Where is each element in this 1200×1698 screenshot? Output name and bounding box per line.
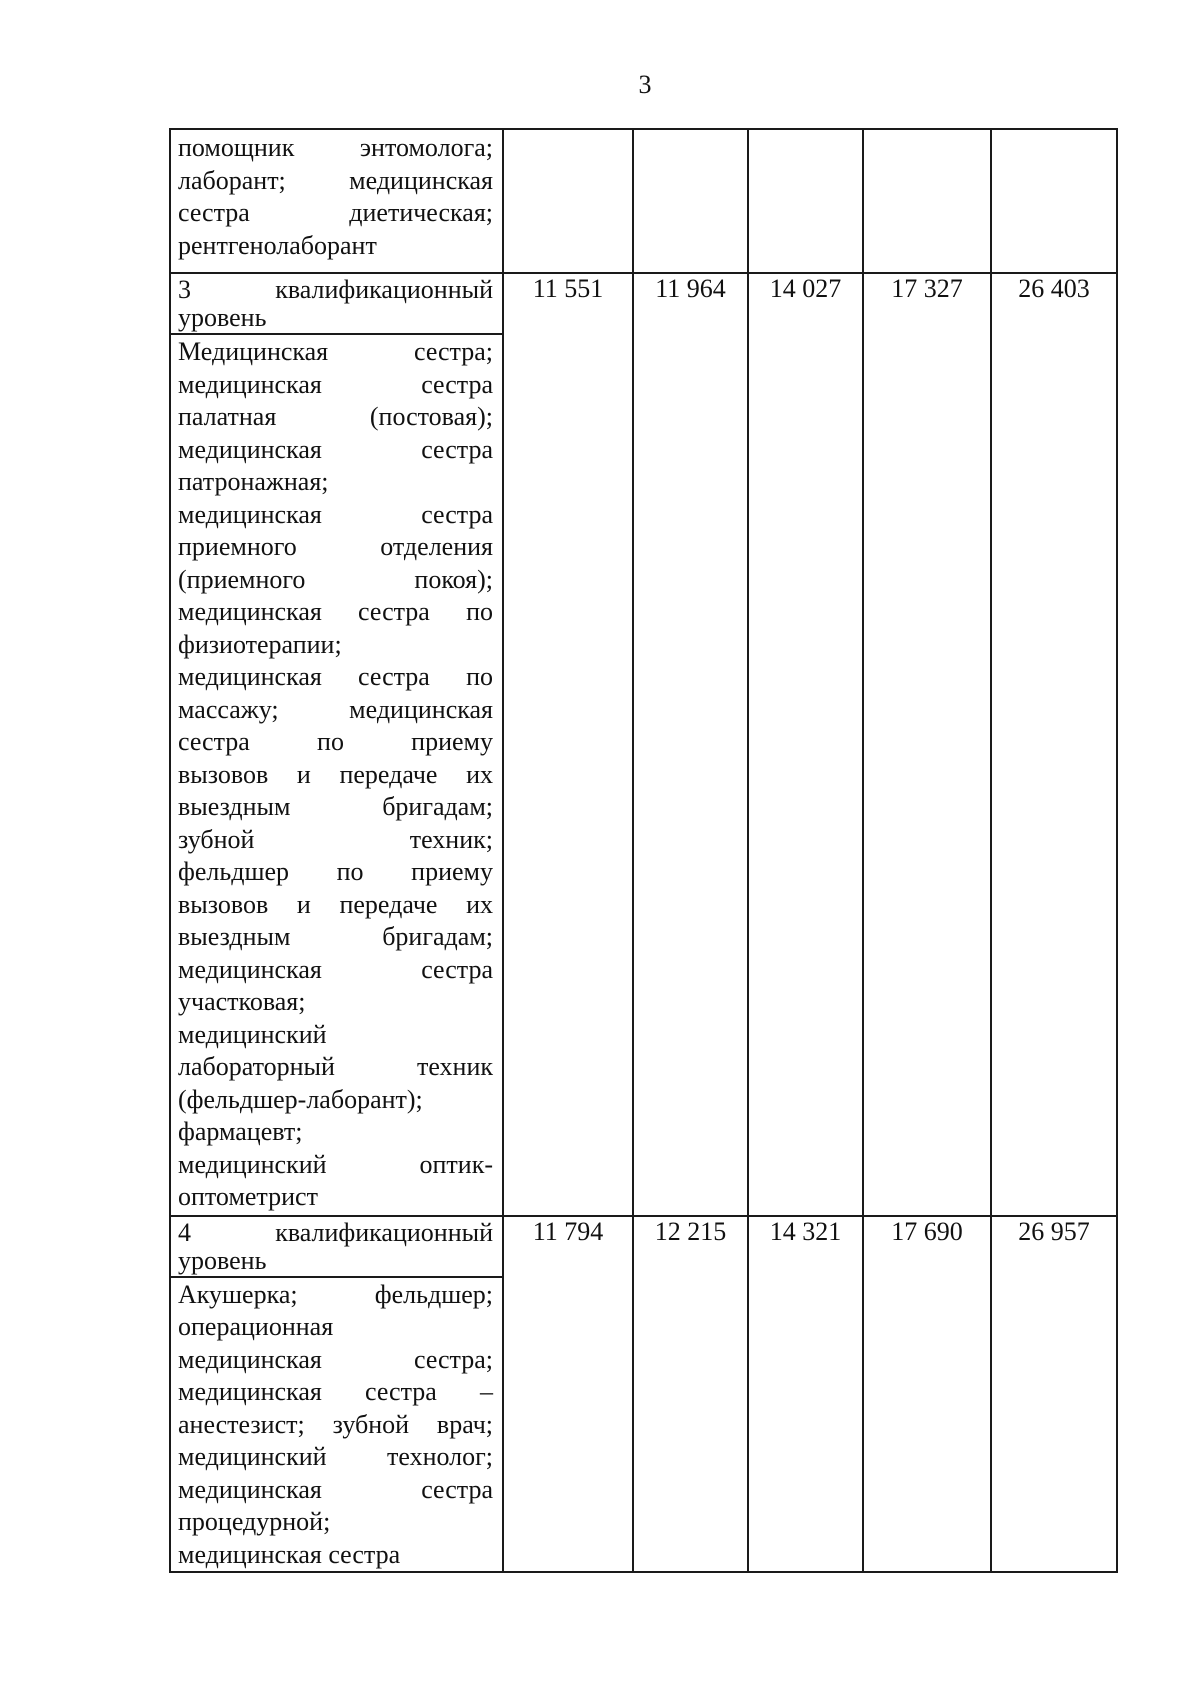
- cell-text-line: приемного отделения: [178, 532, 493, 561]
- qualification-level-header: [171, 274, 502, 335]
- cell-text-line: Медицинская сестра;: [178, 337, 493, 366]
- salary-cell: 17 690: [863, 1216, 991, 1573]
- cell-text-line: медицинская сестра: [178, 434, 493, 464]
- cell-text-line: участковая;: [178, 987, 306, 1016]
- page-number: 3: [638, 70, 652, 99]
- salary-cell: [991, 129, 1117, 273]
- cell-text-line: медицинская сестра: [178, 954, 493, 984]
- cell-text-line: массажу; медицинская: [178, 694, 493, 724]
- cell-text-line: физиотерапии;: [178, 629, 342, 659]
- cell-text-line: медицинская сестра по: [178, 662, 493, 691]
- salary-cell: 26 957: [991, 1216, 1117, 1573]
- cell-text-line: сестра по приему: [178, 727, 493, 756]
- salary-cell: 14 321: [748, 1216, 863, 1573]
- position-cell: [170, 273, 503, 1216]
- salary-cell: [863, 129, 991, 273]
- cell-text-line: рентгенолаборант: [178, 230, 377, 260]
- position-cell: [170, 1216, 503, 1573]
- salary-cell: 17 327: [863, 273, 991, 1216]
- cell-text-line: лаборант; медицинская: [178, 165, 493, 195]
- cell-text-line: операционная: [178, 1312, 334, 1341]
- table-row: [170, 129, 1117, 273]
- cell-text-line: патронажная;: [178, 467, 329, 496]
- cell-text-line: медицинская сестра;: [178, 1344, 493, 1374]
- cell-text-line: медицинский технолог;: [178, 1442, 493, 1471]
- position-cell: [170, 129, 503, 273]
- qualification-level-header: [171, 1217, 502, 1278]
- cell-text-line: Акушерка; фельдшер;: [178, 1279, 493, 1309]
- cell-text-line: медицинский: [178, 1019, 327, 1049]
- cell-text-line: оптометрист: [178, 1182, 318, 1211]
- cell-text-line: уровень: [178, 1245, 267, 1275]
- cell-text-line: анестезист; зубной врач;: [178, 1409, 493, 1439]
- cell-text-line: фармацевт;: [178, 1117, 303, 1146]
- cell-text-line: вызовов и передаче их: [178, 889, 493, 919]
- cell-text-line: 3 квалификационный: [178, 275, 493, 304]
- cell-text-line: лабораторный техник: [178, 1052, 493, 1081]
- salary-cell: 11 551: [503, 273, 633, 1216]
- salary-table: [169, 128, 1118, 1573]
- salary-cell: 11 794: [503, 1216, 633, 1573]
- cell-text-line: палатная (постовая);: [178, 402, 493, 431]
- salary-cell: [748, 129, 863, 273]
- table-row: [170, 1216, 1117, 1573]
- salary-cell: 26 403: [991, 273, 1117, 1216]
- salary-cell: 14 027: [748, 273, 863, 1216]
- cell-text-line: (фельдшер-лаборант);: [178, 1084, 423, 1114]
- cell-text-line: выездным бригадам;: [178, 922, 493, 951]
- cell-text-line: 4 квалификационный: [178, 1217, 493, 1247]
- cell-text-line: сестра диетическая;: [178, 198, 493, 227]
- cell-text-line: медицинская сестра: [178, 1474, 493, 1504]
- cell-text-line: медицинская сестра –: [178, 1377, 493, 1406]
- cell-text-line: уровень: [178, 303, 267, 332]
- cell-text-line: зубной техник;: [178, 824, 493, 854]
- cell-text-line: медицинская сестра по: [178, 597, 493, 626]
- salary-cell: [503, 129, 633, 273]
- cell-text-line: выездным бригадам;: [178, 792, 493, 821]
- cell-text-line: процедурной;: [178, 1507, 331, 1536]
- cell-text-line: (приемного покоя);: [178, 564, 493, 594]
- salary-cell: 12 215: [633, 1216, 748, 1573]
- salary-cell: [633, 129, 748, 273]
- table-row: [170, 273, 1117, 1216]
- cell-text-line: фельдшер по приему: [178, 857, 493, 886]
- salary-cell: 11 964: [633, 273, 748, 1216]
- cell-text-line: помощник энтомолога;: [178, 133, 493, 162]
- cell-text-line: вызовов и передаче их: [178, 759, 493, 789]
- cell-text-line: медицинская сестра: [178, 1539, 401, 1569]
- cell-text-line: медицинская сестра: [178, 499, 493, 529]
- cell-text-line: медицинская сестра: [178, 369, 493, 399]
- cell-text-line: медицинский оптик-: [178, 1149, 493, 1179]
